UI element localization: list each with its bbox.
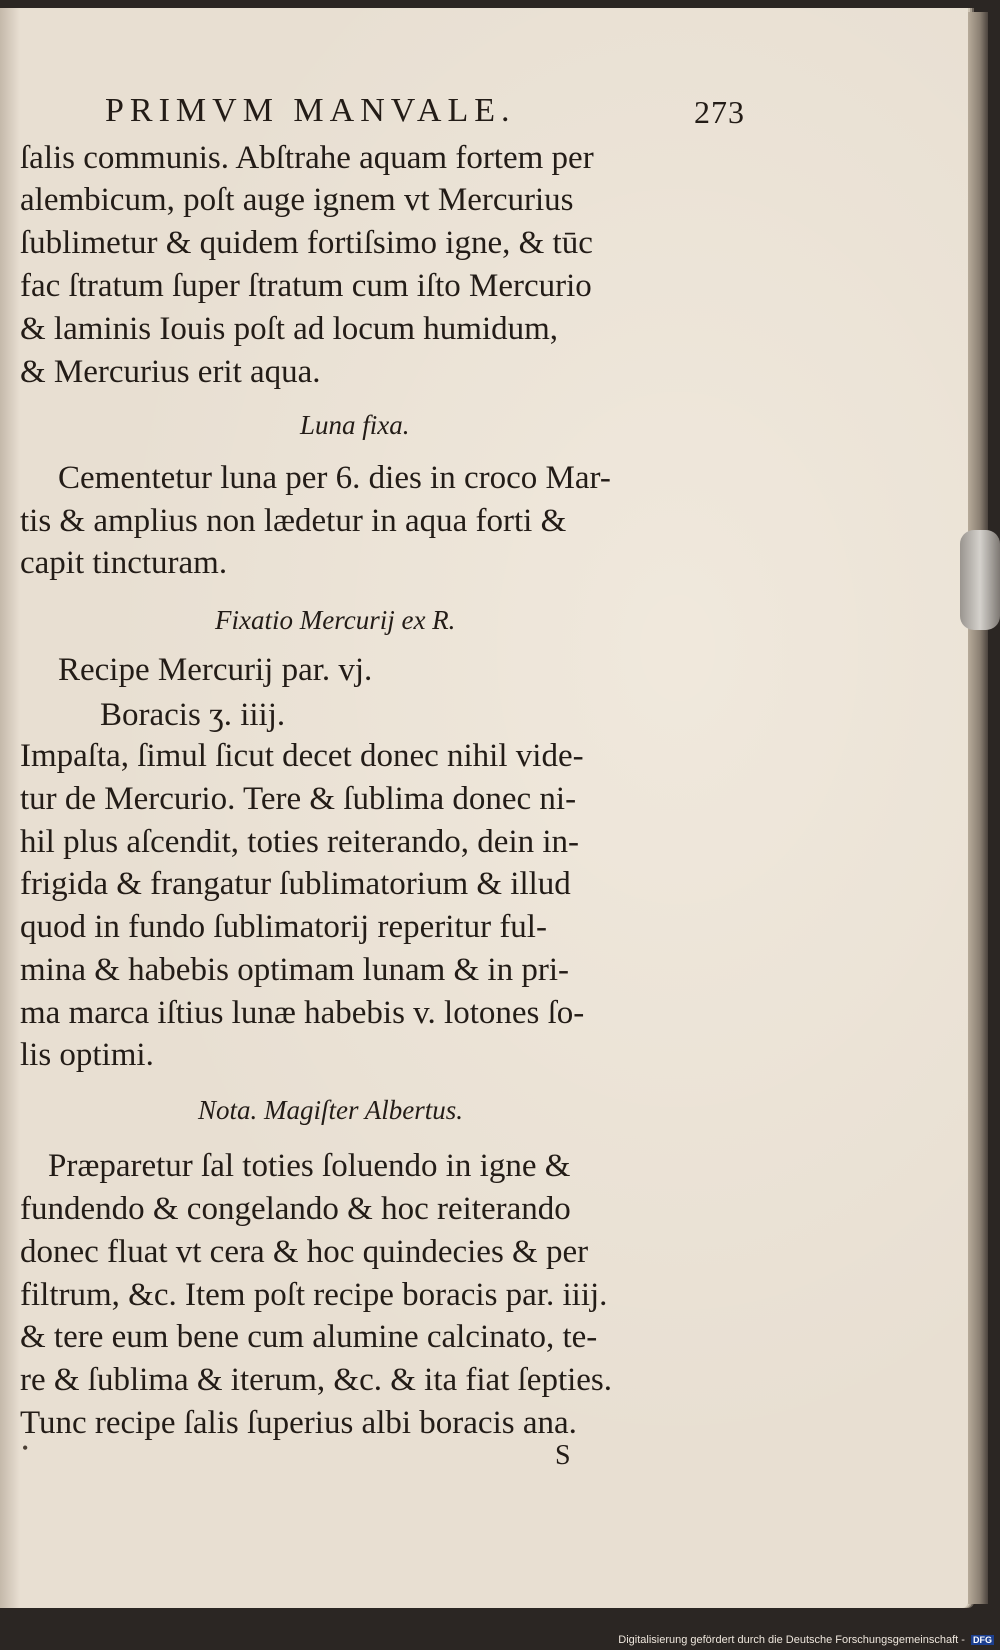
running-head	[105, 92, 745, 130]
text-line: tis & amplius non lædetur in aqua forti &	[20, 503, 567, 539]
digitization-credit	[618, 1634, 994, 1646]
dfg-logo: DFG	[973, 1635, 992, 1645]
text-line: & Mercurius erit aqua.	[20, 354, 321, 390]
text-line: lis optimi.	[20, 1037, 154, 1073]
section-heading: Luna fixa.	[300, 410, 410, 440]
text-line: alembicum, poſt auge ignem vt Mercurius	[20, 182, 574, 218]
recipe-line: Recipe Mercurij par. vj.	[58, 652, 373, 688]
text-line: donec fluat vt cera & hoc quindecies & per	[20, 1234, 589, 1270]
section-heading: Nota. Magiſter Albertus.	[198, 1095, 464, 1125]
text-line: filtrum, &c. Item poſt recipe boracis par. iiij.	[20, 1277, 608, 1313]
text-line: & laminis Iouis poſt ad locum humidum,	[20, 311, 559, 347]
running-head-title: PRIMVM MANVALE.	[105, 92, 516, 129]
text-line: ma marca iſtius lunæ habebis v. lotones ſo-	[20, 995, 585, 1031]
page-number: 273	[694, 94, 745, 130]
text-line: Impaſta, ſimul ſicut decet donec nihil vide-	[20, 738, 584, 774]
text-line: quod in fundo ſublimatorij reperitur ful-	[20, 909, 547, 945]
text-line: capit tincturam.	[20, 545, 228, 581]
text-line: frigida & frangatur ſublimatorium & illud	[20, 866, 571, 902]
recipe-line: Boracis ʒ. iiij.	[100, 697, 286, 733]
text-line: ſublimetur & quidem fortiſsimo igne, & tūc	[20, 225, 593, 261]
credit-text: Digitalisierung gefördert durch die Deutsche Forschungsgemeinschaft -	[618, 1634, 965, 1646]
text-line: ſalis communis. Abſtrahe aquam fortem per	[20, 140, 594, 176]
page-clip	[960, 530, 1000, 630]
page-edge	[968, 12, 988, 1604]
signature-mark: S	[555, 1440, 571, 1471]
text-line: tur de Mercurio. Tere & ſublima donec ni-	[20, 781, 577, 817]
text-line: Cementetur luna per 6. dies in croco Mar-	[58, 460, 611, 496]
text-line: fac ſtratum ſuper ſtratum cum iſto Mercurio	[20, 268, 592, 304]
text-line: fundendo & congelando & hoc reiterando	[20, 1191, 571, 1227]
text-line: mina & habebis optimam lunam & in pri-	[20, 952, 569, 988]
ink-mark: •	[22, 1438, 29, 1458]
section-heading: Fixatio Mercurij ex R.	[215, 605, 456, 635]
text-line: Præparetur ſal toties ſoluendo in igne &	[48, 1148, 571, 1184]
text-line: & tere eum bene cum alumine calcinato, te-	[20, 1319, 598, 1355]
text-line: Tunc recipe ſalis ſuperius albi boracis ana.	[20, 1405, 577, 1441]
text-line: re & ſublima & iterum, &c. & ita fiat ſepties.	[20, 1362, 613, 1398]
text-line: hil plus aſcendit, toties reiterando, dein in-	[20, 824, 580, 860]
